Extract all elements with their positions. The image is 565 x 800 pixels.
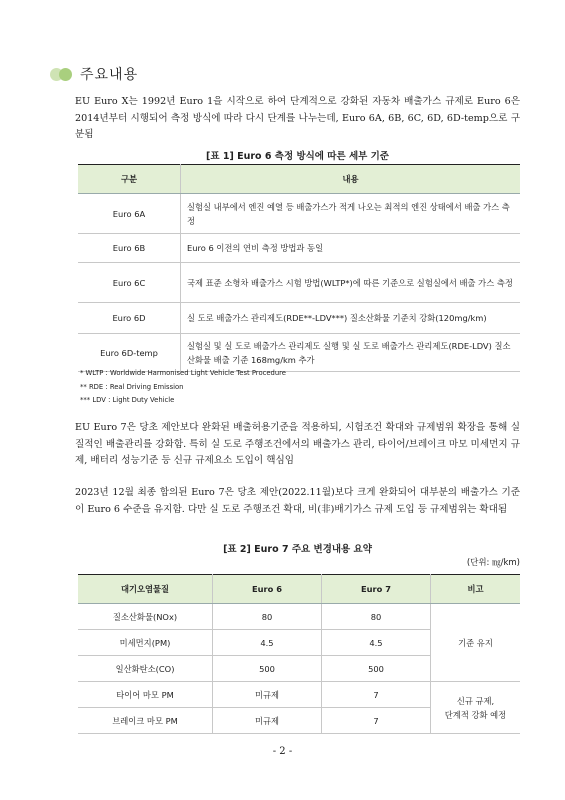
table1-cell-desc: 실험실 내부에서 엔진 예열 등 배출가스가 적게 나오는 최적의 엔진 상태에서 배출 가스 측정 [181, 194, 521, 234]
section-header [50, 64, 138, 84]
table2-unit: (단위: ㎎/km) [466, 558, 520, 568]
table2-cell-euro7: 80 [322, 604, 431, 630]
intro-paragraph: EU Euro X는 1992년 Euro 1을 시작으로 하여 단계적으로 강화된 자동차 배출가스 규제로 Euro 6은 2014년부터 시행되어 측정 방식에 따라 다시 단계를 나누는데, Euro 6A, 6B, 6C, 6D, 6D-temp으로 구분됨 [75, 96, 520, 140]
table2-cell-euro6: 4.5 [213, 630, 322, 656]
table2-cell-euro6: 500 [213, 656, 322, 682]
table-header-row [78, 575, 520, 604]
bullet-dots-icon [50, 66, 76, 82]
table-row [78, 263, 520, 303]
table1-cell-desc: Euro 6 이전의 연비 측정 방법과 동일 [181, 234, 521, 263]
footnote: *** LDV : Light Duty Vehicle [80, 396, 175, 404]
table2-cell-euro6: 미규제 [213, 708, 322, 734]
table1-cell-stage: Euro 6D-temp [78, 334, 181, 372]
table1-cell-desc: 실험실 및 실 도로 배출가스 관리제도 실행 및 실 도로 배출가스 관리제도(RDE-LDV) 질소산화물 배출 기준 168mg/km 추가 [181, 334, 521, 372]
table-row [78, 604, 520, 630]
table2-cell-euro6: 80 [213, 604, 322, 630]
table2-cell-pollutant: 브레이크 마모 PM [78, 708, 213, 734]
table-row [78, 682, 520, 708]
table1-caption: [표 1] Euro 6 측정 방식에 따른 세부 기준 [206, 151, 389, 162]
remark-line: 신규 규제, [456, 695, 495, 706]
table2-header-pollutant: 대기오염물질 [78, 575, 213, 604]
table2-cell-pollutant: 질소산화물(NOx) [78, 604, 213, 630]
table2-header-euro7: Euro 7 [322, 575, 431, 604]
table-row [78, 234, 520, 263]
table-row [78, 194, 520, 234]
table2-cell-euro7: 500 [322, 656, 431, 682]
table2-cell-pollutant: 타이어 마모 PM [78, 682, 213, 708]
table-header-row [78, 165, 520, 194]
table1-cell-desc: 국제 표준 소형차 배출가스 시험 방법(WLTP*)에 따른 기준으로 실험실에서 배출 가스 측정 [181, 263, 521, 303]
footnote: * WLTP : Worldwide Harmonised Light Vehicle Test Procedure [80, 369, 286, 377]
table1-cell-stage: Euro 6C [78, 263, 181, 303]
table2-header-remark: 비고 [431, 575, 521, 604]
euro7-paragraph: EU Euro 7은 당초 제안보다 완화된 배출허용기준을 적용하되, 시험조건 확대와 규제범위 확장을 통해 실질적인 배출관리를 강화함. 특히 실 도로 주행조건에서의 배출가스 관리, 타이어/브레이크 마모 미세먼지 규제, 배터리 성능기준 등 신규 규제요소 도입이 핵심임 [75, 422, 520, 466]
table2-cell-pollutant: 일산화탄소(CO) [78, 656, 213, 682]
table1-cell-stage: Euro 6D [78, 303, 181, 334]
table-row [78, 303, 520, 334]
table2 [78, 574, 520, 734]
table2-caption: [표 2] Euro 7 주요 변경내용 요약 [223, 544, 372, 555]
table2-cell-euro7: 4.5 [322, 630, 431, 656]
agreement-paragraph: 2023년 12월 최종 합의된 Euro 7은 당초 제안(2022.11월)보다 크게 완화되어 대부분의 배출가스 기준이 Euro 6 수준을 유지함. 다만 실 도로 주행조건 확대, 비(非)배기가스 규제 도입 등 규제범위는 확대됨 [75, 487, 520, 515]
footnote: ** RDE : Real Driving Emission [80, 382, 184, 391]
table1-footnotes [80, 367, 286, 408]
table1-cell-desc: 실 도로 배출가스 관리제도(RDE**-LDV***) 질소산화물 기준치 강화(120mg/km) [181, 303, 521, 334]
table2-cell-remark: 기준 유지 [431, 604, 521, 682]
section-title: 주요내용 [80, 67, 139, 83]
table1-header-content: 내용 [181, 165, 521, 194]
table2-cell-pollutant: 미세먼지(PM) [78, 630, 213, 656]
page-number: - 2 - [272, 746, 293, 757]
table1-cell-stage: Euro 6A [78, 194, 181, 234]
table2-cell-euro7: 7 [322, 682, 431, 708]
table2-header-euro6: Euro 6 [213, 575, 322, 604]
remark-line: 단계적 강화 예정 [444, 709, 507, 720]
table-row [78, 334, 520, 372]
table2-cell-remark [431, 682, 521, 734]
table1-cell-stage: Euro 6B [78, 234, 181, 263]
table2-cell-euro6: 미규제 [213, 682, 322, 708]
table2-cell-euro7: 7 [322, 708, 431, 734]
table1 [78, 164, 520, 372]
table1-header-category: 구분 [78, 165, 181, 194]
